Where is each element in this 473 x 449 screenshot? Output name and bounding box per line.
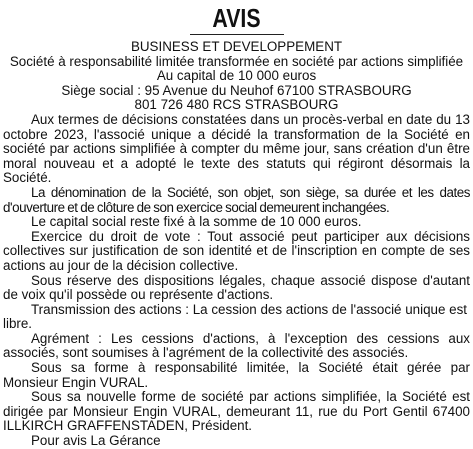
paragraph-voting-rights: Exercice du droit de vote : Tout associé peut participer aux décisions collectives sur justification de son identité et de l'inscription en compte de ses actions au jour de la décision collective. <box>3 228 470 273</box>
notice-body <box>3 113 470 449</box>
paragraph-share-transfer: Transmission des actions : La cession des actions de l'associé unique est libre. <box>3 301 467 332</box>
notice-title: AVIS <box>212 3 261 33</box>
paragraph-votes-per-share: Sous réserve des dispositions légales, chaque associé dispose d'autant de voix qu'il possède ou représente d'actions. <box>3 272 470 303</box>
paragraph-share-capital: Le capital social reste fixé à la somme de 10 000 euros. <box>31 214 362 230</box>
title-underline <box>190 34 284 35</box>
paragraph-approval: Agrément : Les cessions d'actions, à l'exception des cessions aux associés, sont soumises à l'agrément de la collectivité des associés. <box>3 330 470 361</box>
signature-line: Pour avis La Gérance <box>31 433 161 449</box>
rcs-registration: 801 726 480 RCS STRASBOURG <box>134 97 339 113</box>
company-name: BUSINESS ET DEVELOPPEMENT <box>130 39 343 54</box>
paragraph-former-management: Sous sa forme à responsabilité limitée, la Société était gérée par Monsieur Engin VURAL. <box>3 360 470 390</box>
paragraph-unchanged-items: La dénomination de la Société, son objet, son siège, sa durée et les dates d'ouverture et de clôture de son exercice social demeurent inchangées. <box>3 184 470 215</box>
paragraph-new-president: Sous sa nouvelle forme de société par actions simplifiée, la Société est dirigée par Monsieur Engin VURAL, demeurant 11, rue du Port Gentil 67400 ILLKIRCH GRAFFENSTADEN, Président. <box>3 389 470 434</box>
registered-office: Siège social : 95 Avenue du Neuhof 67100 STRASBOURG <box>61 82 412 98</box>
company-form: Société à responsabilité limitée transformée en société par actions simplifiée <box>9 53 464 69</box>
company-capital: Au capital de 10 000 euros <box>156 68 317 84</box>
paragraph-transformation: Aux termes de décisions constatées dans un procès-verbal en date du 13 octobre 2023, l'associé unique a décidé la transformation de la Société en société par actions simplifiée à compter du même jour, sans création d'un être moral nouveau et a adopté le texte des statuts qui régiront désormais la Société. <box>3 111 470 186</box>
